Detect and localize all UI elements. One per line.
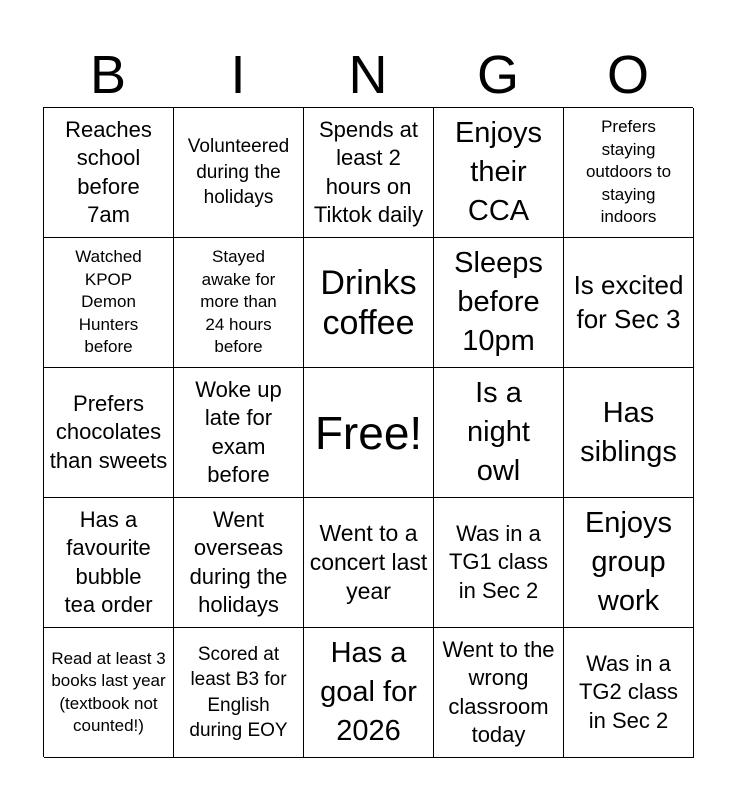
bingo-cell[interactable] [304, 368, 434, 498]
cell-text: Spends at least 2 hours on Tiktok daily [313, 116, 424, 227]
cell-text: Prefers chocolates than sweets [49, 390, 168, 473]
cell-text: Prefers staying outdoors to staying indoors [585, 117, 672, 227]
bingo-cell[interactable] [44, 238, 174, 368]
bingo-cell[interactable] [434, 238, 564, 368]
cell-text: Has siblings [580, 396, 677, 468]
bingo-cell[interactable] [44, 108, 174, 238]
cell-text: Volunteered during the holidays [187, 136, 290, 209]
cell-text: Enjoys group work [584, 507, 673, 617]
cell-text: Woke up late for exam before [195, 376, 282, 487]
bingo-cell[interactable] [564, 498, 694, 628]
cell-text: Went to a concert last year [309, 520, 428, 604]
bingo-cell[interactable] [434, 368, 564, 498]
cell-text: Was in a TG1 class in Sec 2 [448, 520, 549, 603]
cell-text: Drinks coffee [320, 263, 417, 342]
bingo-cell[interactable] [174, 108, 304, 238]
cell-text: Read at least 3 books last year (textbook not counted!) [51, 648, 166, 735]
bingo-grid [43, 107, 693, 757]
bingo-cell[interactable] [174, 238, 304, 368]
header-letter-i: I [230, 45, 246, 105]
bingo-cell[interactable] [434, 108, 564, 238]
bingo-cell[interactable] [304, 498, 434, 628]
bingo-cell[interactable] [564, 628, 694, 758]
cell-text: Has a favourite bubble tea order [64, 506, 153, 617]
bingo-cell[interactable] [304, 628, 434, 758]
cell-text: Went to the wrong classroom today [442, 636, 555, 747]
bingo-cell[interactable] [564, 238, 694, 368]
free-space: Free! [314, 406, 423, 459]
bingo-cell[interactable] [564, 368, 694, 498]
header-letter-o: O [606, 45, 649, 105]
bingo-cell[interactable] [174, 498, 304, 628]
header-letter-b: B [89, 45, 127, 105]
bingo-cell[interactable] [44, 368, 174, 498]
cell-text: Is a night owl [467, 377, 530, 487]
bingo-cell[interactable] [44, 498, 174, 628]
bingo-header [43, 42, 693, 108]
cell-text: Went overseas during the holidays [189, 506, 288, 617]
cell-text: Stayed awake for more than 24 hours before [200, 247, 277, 357]
cell-text: Reaches school before 7am [65, 116, 152, 227]
cell-text: Scored at least B3 for English during EOY [189, 643, 288, 741]
cell-text: Sleeps before 10pm [454, 247, 543, 357]
cell-text: Is excited for Sec 3 [573, 270, 684, 334]
cell-text: Enjoys their CCA [454, 117, 543, 227]
bingo-cell[interactable] [434, 498, 564, 628]
cell-text: Was in a TG2 class in Sec 2 [578, 650, 679, 733]
header-letter-g: G [476, 45, 519, 105]
cell-text: Watched KPOP Demon Hunters before [75, 247, 142, 357]
bingo-cell[interactable] [564, 108, 694, 238]
bingo-cell[interactable] [174, 628, 304, 758]
bingo-cell[interactable] [304, 108, 434, 238]
header-letter-n: N [348, 45, 388, 105]
cell-text: Has a goal for 2026 [320, 637, 417, 747]
bingo-cell[interactable] [434, 628, 564, 758]
bingo-cell[interactable] [44, 628, 174, 758]
bingo-cell[interactable] [304, 238, 434, 368]
bingo-cell[interactable] [174, 368, 304, 498]
